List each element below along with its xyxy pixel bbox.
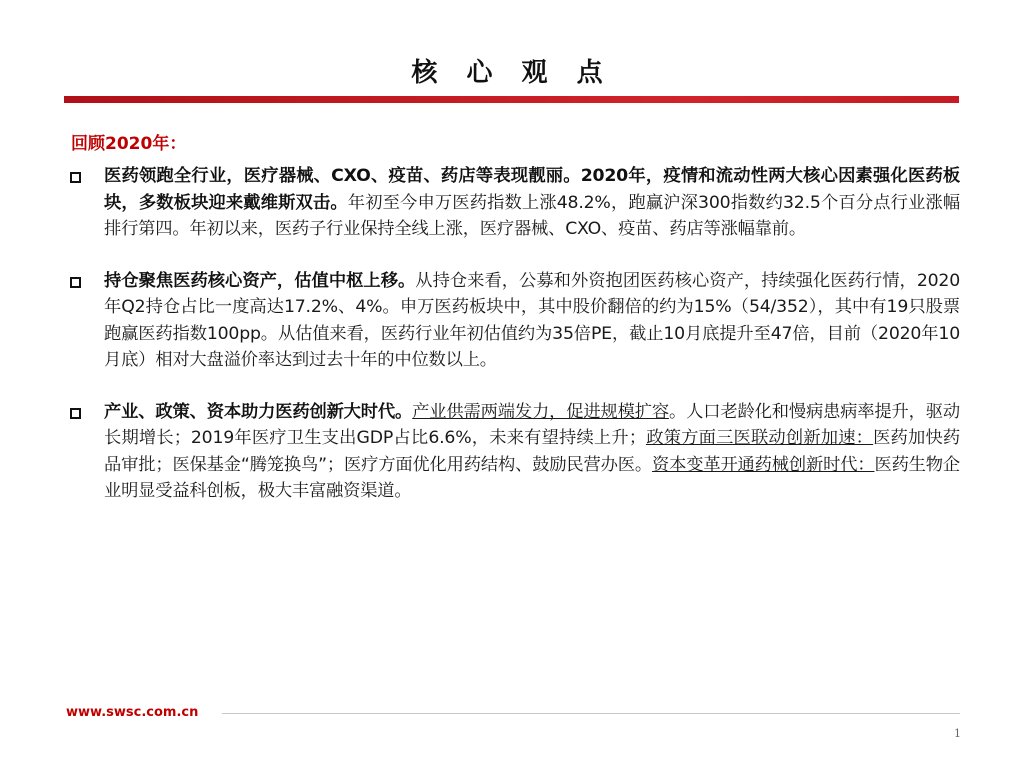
bullet-body-text: 年初至今申万医药指数上涨48.2%，跑赢沪深300指数约32.5个百分点行业涨幅排行第四。年初以来，医药子行业保持全线上涨，医疗器械、CXO、疫苗、药店等涨幅靠前。: [104, 192, 960, 239]
bullet-body-text: 从持仓来看，公募和外资抱团医药核心资产，持续强化医药行情，2020年Q2持仓占比一度高达17.2%、4%。申万医药板块中，其中股价翻倍的约为15%（54/352），其中有19只股票跑赢医药指数100pp。从估值来看，医药行业年初估值约为35倍PE，截止10月底提升至47倍，目前（2020年10月底）相对大盘溢价率达到过去十年的中位数以上。: [104, 270, 960, 370]
square-bullet-icon: [70, 277, 81, 288]
underlined-subhead: 政策方面三医联动创新加速：: [645, 428, 874, 448]
bullet-item: [70, 163, 960, 243]
footer-divider: [222, 713, 960, 714]
bullet-lead-bold: 产业、政策、资本助力医药创新大时代。: [104, 401, 413, 422]
footer-website: www.swsc.com.cn: [66, 705, 199, 720]
bullet-lead-bold: 医药领跑全行业，医疗器械、CXO、疫苗、药店等表现靓丽。2020年，疫情和流动性两大核心因素强化医药板块，多数板块迎来戴维斯双击。: [104, 166, 960, 213]
bullet-list: [70, 163, 960, 530]
underlined-subhead: 产业供需两端发力，促进规模扩容: [412, 401, 669, 422]
square-bullet-icon: [70, 172, 81, 183]
bullet-item: [70, 399, 960, 505]
title-divider: [64, 96, 959, 103]
bullet-paragraph: [104, 268, 960, 374]
square-bullet-icon: [70, 408, 81, 419]
bullet-body-text: 医药加快药品审批；医保基金“腾笼换鸟”；医疗方面优化用药结构、鼓励民营办医。: [104, 428, 960, 475]
page-number: 1: [954, 727, 961, 740]
underlined-subhead: 资本变革开通药械创新时代：: [652, 454, 875, 475]
bullet-paragraph: [104, 163, 960, 243]
page-title: 核 心 观 点: [411, 58, 613, 88]
bullet-paragraph: [104, 399, 960, 505]
bullet-lead-bold: 持仓聚焦医药核心资产，估值中枢上移。: [104, 270, 416, 291]
bullet-body-text: 。人口老龄化和慢病患病率提升，驱动长期增长；2019年医疗卫生支出GDP占比6.6%，未来有望持续上升；: [104, 401, 960, 448]
bullet-item: [70, 268, 960, 374]
bullet-body-text: 医药生物企业明显受益科创板，极大丰富融资渠道。: [104, 454, 960, 501]
section-heading: 回顾2020年：: [71, 134, 187, 154]
